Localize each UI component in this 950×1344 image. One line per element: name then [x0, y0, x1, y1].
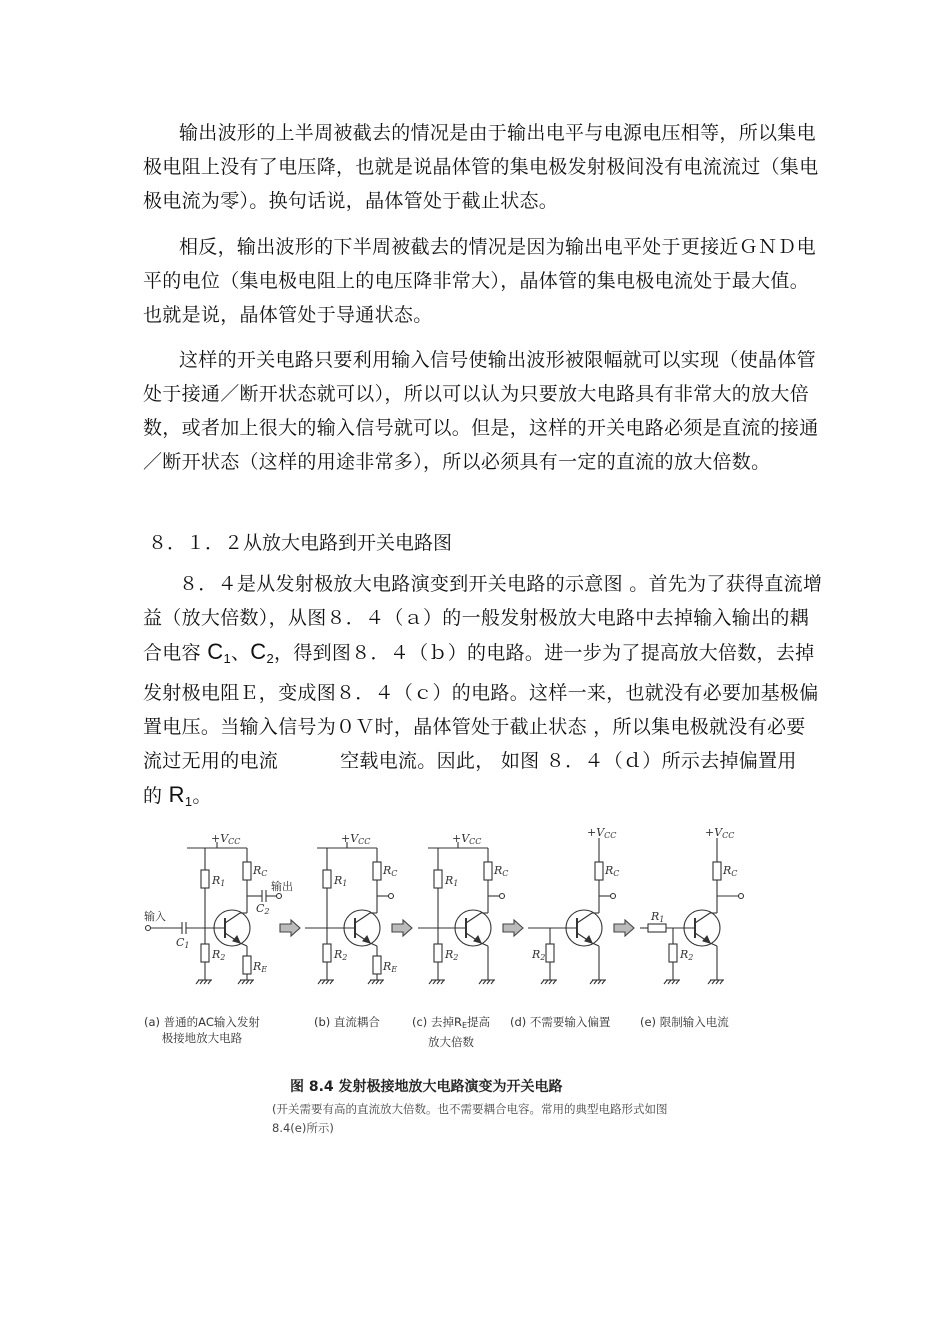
rc-label: RC: [253, 864, 268, 878]
subcaption-e: [640, 1014, 729, 1030]
subcaption-c-line-1: [412, 1014, 490, 1034]
section-heading: ８．１．２从放大电路到开关电路图: [148, 532, 453, 554]
circuit-c: [418, 842, 505, 984]
paragraph-3-line-1: 这样的开关电路只要利用输入信号使输出波形被限幅就可以实现（使晶体管: [179, 349, 816, 371]
figure-title: 图 8.4 发射极接地放大电路演变为开关电路: [290, 1079, 563, 1095]
subcaption-d-line-1: (d) 不需要输入偏置: [510, 1015, 611, 1029]
r2-label: R2: [334, 948, 348, 962]
subcaption-c-text: (c) 去掉R: [412, 1015, 462, 1029]
section-line-3: [143, 635, 813, 676]
subcaption-a-line-1: (a) 普通的AC输入发射: [144, 1015, 260, 1029]
subcaption-d: [510, 1014, 610, 1030]
r2-label: R2: [212, 948, 226, 962]
section-line-5: 置电压。当输入信号为０Ｖ时，晶体管处于截止状态 ，所以集电极就没有必要: [143, 716, 806, 738]
r1-label: R1: [334, 874, 348, 888]
section-line-1: ８．４是从发射极放大电路演变到开关电路的示意图 。首先为了获得直流增: [179, 573, 823, 595]
subcaption-b: [314, 1014, 380, 1030]
c2-symbol: C: [250, 639, 267, 664]
r1-label: R1: [445, 874, 459, 888]
vcc-label: +VCC: [587, 828, 617, 840]
c1-label: C1: [176, 936, 190, 950]
paragraph-1: [143, 116, 819, 218]
figure-8-4: [140, 828, 780, 1148]
circuit-d: [528, 838, 616, 984]
paragraph-2-line-3: 也就是说，晶体管处于导通状态。: [143, 304, 433, 326]
input-label: 输入: [144, 910, 166, 923]
subcaption-c-tail: 提高: [467, 1015, 491, 1029]
r1-symbol: R: [168, 782, 185, 807]
c2-label: C2: [256, 902, 270, 916]
paragraph-2-line-1: 相反，输出波形的下半周被截去的情况是因为输出电平处于更接近ＧＮＤ电: [179, 236, 816, 258]
section-paragraph: [143, 567, 823, 819]
subcaption-c-line-2: 放大倍数: [428, 1035, 474, 1049]
c1-c2-separator: 、: [230, 642, 251, 664]
re-label: RE: [383, 960, 398, 974]
r1-label: R1: [651, 910, 665, 924]
subcaption-c-subscript: E: [461, 1021, 468, 1030]
vcc-label: +VCC: [341, 832, 371, 846]
rc-label: RC: [494, 864, 509, 878]
r2-label: R2: [532, 948, 546, 962]
figure-note-line-1: (开关需要有高的直流放大倍数。也不需要耦合电容。常用的典型电路形式如图: [272, 1102, 668, 1116]
section-line-6-part-b: 空载电流。因此， 如图 ８．４（ｄ）所示去掉偏置用: [340, 750, 797, 772]
r2-label: R2: [445, 948, 459, 962]
section-line-7-prefix: 的: [143, 785, 169, 807]
paragraph-2-line-2: 平的电位（集电极电阻上的电压降非常大），晶体管的集电极电流处于最大值。: [143, 270, 810, 292]
rc-label: RC: [383, 864, 398, 878]
vcc-label: +VCC: [705, 828, 735, 840]
r2-label: R2: [680, 948, 694, 962]
vcc-label: +VCC: [452, 832, 482, 846]
circuit-b: [305, 842, 394, 984]
section-line-2: 益（放大倍数），从图８．４（ａ）的一般发射极放大电路中去掉输入输出的耦: [143, 607, 810, 629]
vcc-label: +VCC: [211, 832, 241, 846]
subcaption-a: [144, 1014, 260, 1046]
c1-symbol: C: [207, 639, 224, 664]
section-line-6-part-a: 流过无用的电流: [143, 750, 279, 772]
rc-label: RC: [605, 864, 620, 878]
subcaption-e-line-1: (e) 限制输入电流: [640, 1015, 729, 1029]
rc-label: RC: [723, 864, 738, 878]
section-line-7: [143, 778, 813, 819]
subcaption-a-line-2: 极接地放大电路: [161, 1031, 243, 1045]
paragraph-3-line-4: ／断开状态（这样的用途非常多），所以必须具有一定的直流的放大倍数。: [143, 451, 771, 473]
section-line-4: 发射极电阻Ｅ，变成图８．４（ｃ）的电路。这样一来，也就没有必要加基极偏: [143, 682, 819, 704]
paragraph-3-line-3: 数，或者加上很大的输入信号就可以。但是，这样的开关电路必须是直流的接通: [143, 417, 819, 439]
section-line-6: [143, 744, 813, 778]
paragraph-1-line-1: 输出波形的上半周被截去的情况是由于输出电平与电源电压相等，所以集电: [179, 122, 816, 144]
figure-note: [272, 1100, 742, 1138]
paragraph-1-line-3: 极电流为零）。换句话说，晶体管处于截止状态。: [143, 190, 559, 212]
paragraph-1-line-2: 极电阻上没有了电压降，也就是说晶体管的集电极发射极间没有电流流过（集电: [143, 156, 819, 178]
circuit-diagrams: [140, 828, 780, 1008]
section-line-3-prefix: 合电容: [143, 642, 208, 664]
paragraph-3: [143, 343, 819, 479]
r1-subscript: 1: [184, 794, 193, 809]
paragraph-2: [143, 230, 816, 332]
r1-label: R1: [212, 874, 226, 888]
figure-note-line-2: 8.4(e)所示): [272, 1121, 334, 1135]
subcaption-b-line-1: (b) 直流耦合: [314, 1015, 380, 1029]
subcaption-c: [412, 1014, 490, 1050]
c1-subscript: 1: [223, 651, 231, 666]
output-label: 输出: [271, 880, 293, 893]
section-line-7-suffix: 。: [192, 785, 212, 807]
re-label: RE: [253, 960, 268, 974]
c2-subscript: 2: [266, 651, 275, 666]
paragraph-3-line-2: 处于接通／断开状态就可以），所以可以认为只要放大电路具有非常大的放大倍: [143, 383, 810, 405]
section-line-3-suffix: ，得到图８．４（ｂ）的电路。进一步为了提高放大倍数，去掉: [274, 642, 815, 664]
